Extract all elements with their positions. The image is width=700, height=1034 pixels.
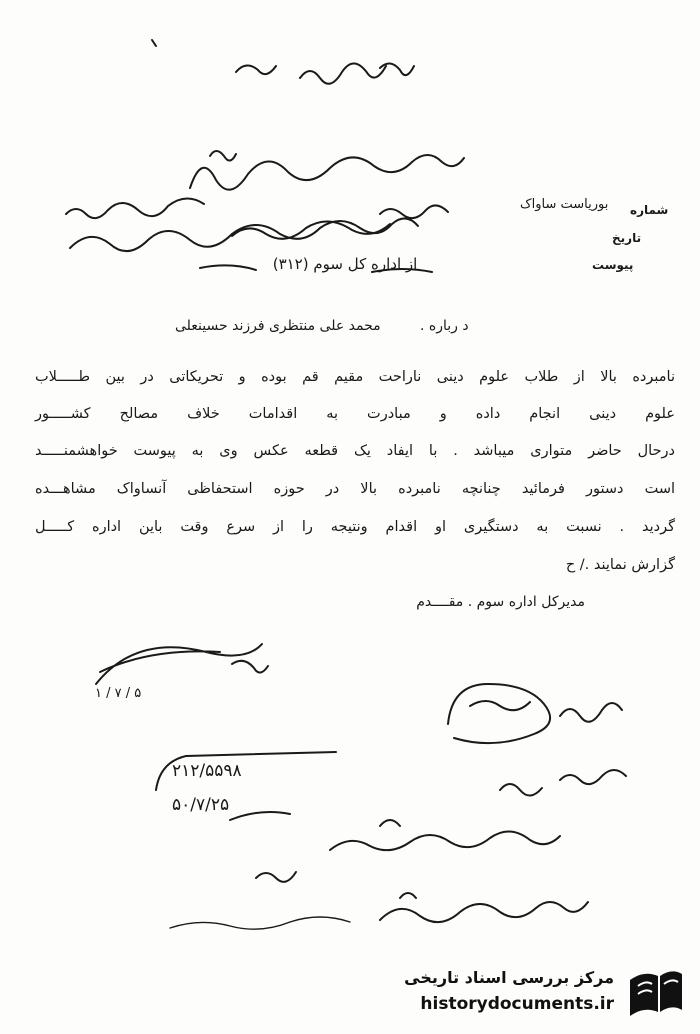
margin-date: ۵۰/۷/۲۵ <box>172 795 230 815</box>
attachment-label: پیوست <box>592 258 634 272</box>
archive-emblem-icon <box>624 966 686 1024</box>
svg-text:۱ / ۷ / ۵: ۱ / ۷ / ۵ <box>95 686 142 701</box>
margin-number: ۲۱۲/۵۵۹۸ <box>172 761 242 781</box>
subject-value: محمد علی منتظری فرزند حسینعلی <box>175 318 381 334</box>
addressee: بوریاست ساواک <box>520 197 609 212</box>
signature-title: مدیرکل اداره سوم . مقــــدم <box>416 594 585 610</box>
body-line: نامبرده بالا از طلاب علوم دینی ناراحت مقیم قم بوده و تحریکاتی در بین طـــــلاب <box>35 369 675 385</box>
watermark-logo <box>404 964 692 1028</box>
subject-label: د رباره . <box>420 318 469 334</box>
watermark-url: historydocuments.ir <box>420 994 614 1014</box>
body-line: گزارش نمایند ./ ح <box>565 557 675 573</box>
body-line: گردید . نسبت به دستگیری او اقدام ونتیجه را از سرع وقت باین اداره کـــــل <box>35 519 675 535</box>
watermark-name: مرکز بررسی اسناد تاریخی <box>404 968 614 987</box>
heading-scribble <box>236 63 414 83</box>
sender-line: از اداره کل سوم (۳۱۲) <box>272 255 418 273</box>
body-line: علوم دینی انجام داده و مبادرت به اقدامات خلاف مصالح کشـــــور <box>35 406 675 422</box>
date-label: تاریخ <box>612 231 642 245</box>
body-line: است دستور فرمائید چنانچه نامبرده بالا در حوزه استحفاظی آنساواک مشاهـــده <box>35 481 675 497</box>
body-line: درحال حاضر متواری میباشد . با ایفاد یک قطعه عکس وی به پیوست خواهشمنـــــد <box>35 443 675 459</box>
number-label: شماره <box>630 203 669 217</box>
